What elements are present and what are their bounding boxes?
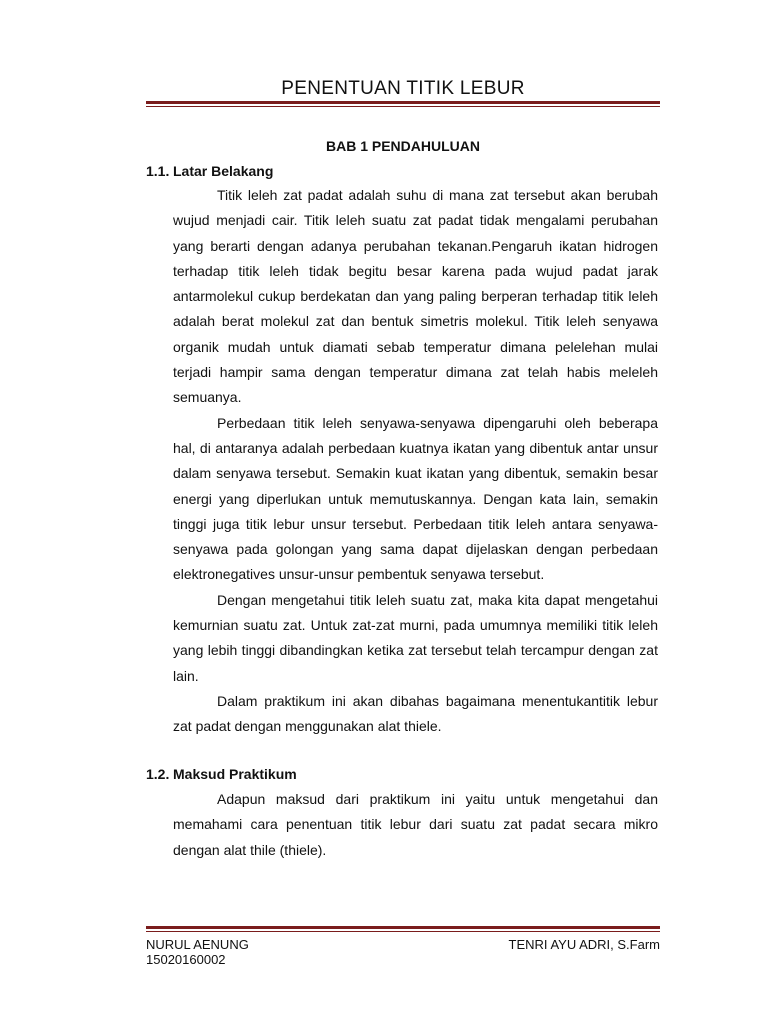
chapter-title: BAB 1 PENDAHULUAN: [325, 138, 480, 154]
section-number: 1.2.: [146, 766, 170, 782]
section-heading-latar-belakang: [146, 163, 273, 179]
section-heading-text: Maksud Praktikum: [173, 766, 297, 782]
footer-left: [146, 937, 249, 967]
section-number: 1.1.: [146, 163, 170, 179]
paragraph: Perbedaan titik leleh senyawa-senyawa dipengaruhi oleh beberapa hal, di antaranya adalah perbedaan kuatnya ikatan yang dibentuk antar unsur dalam senyawa tersebut. Semakin kuat ikatan yang dibentuk, semakin besar energi yang diperlukan untuk memutuskannya. Dengan kata lain, semakin tinggi juga titik lebur unsur tersebut. Perbedaan titik leleh antara senyawa-senyawa pada golongan yang sama dapat dijelaskan dengan perbedaan elektronegatives unsur-unsur pembentuk senyawa tersebut.: [173, 414, 658, 583]
section-heading-text: Latar Belakang: [173, 163, 274, 179]
document-title: PENENTUAN TITIK LEBUR: [281, 78, 525, 99]
paragraph: Dalam praktikum ini akan dibahas bagaimana menentukantitik lebur zat padat dengan menggunakan alat thiele.: [173, 692, 658, 735]
student-name: NURUL AENUNG: [146, 937, 249, 952]
paragraph: Titik leleh zat padat adalah suhu di mana zat tersebut akan berubah wujud menjadi cair. Titik leleh suatu zat padat tidak mengalami perubahan yang berarti dengan adanya perubahan tekanan.Pengaruh ikatan hidrogen terhadap titik leleh tidak begitu besar karena pada wujud padat jarak antarmolekul cukup berdekatan dan yang paling berperan terhadap titik leleh adalah berat molekul zat dan bentuk simetris molekul. Titik leleh senyawa organik mudah untuk diamati sebab temperatur dimana pelelehan mulai terjadi hampir sama dengan temperatur dimana zat telah habis meleleh semuanya.: [173, 187, 658, 406]
footer-rule-thick: [146, 926, 660, 929]
header-rule-thin: [146, 106, 660, 107]
section-body-maksud-praktikum: [173, 787, 658, 863]
header-rule-thick: [146, 101, 660, 104]
paragraph: Dengan mengetahui titik leleh suatu zat, maka kita dapat mengetahui kemurnian suatu zat. Untuk zat-zat murni, pada umumnya memiliki titik leleh yang lebih tinggi dibandingkan ketika zat tersebut telah tercampur dengan zat lain.: [173, 591, 658, 684]
paragraph: Adapun maksud dari praktikum ini yaitu untuk mengetahui dan memahami cara penentuan titik lebur dari suatu zat padat secara mikro dengan alat thile (thiele).: [173, 791, 658, 858]
footer-rule-thin: [146, 931, 660, 932]
section-heading-maksud-praktikum: [146, 766, 297, 782]
supervisor-name: TENRI AYU ADRI, S.Farm: [508, 937, 660, 952]
student-id: 15020160002: [146, 952, 226, 967]
footer-text: [146, 937, 660, 967]
section-body-latar-belakang: [173, 183, 658, 740]
